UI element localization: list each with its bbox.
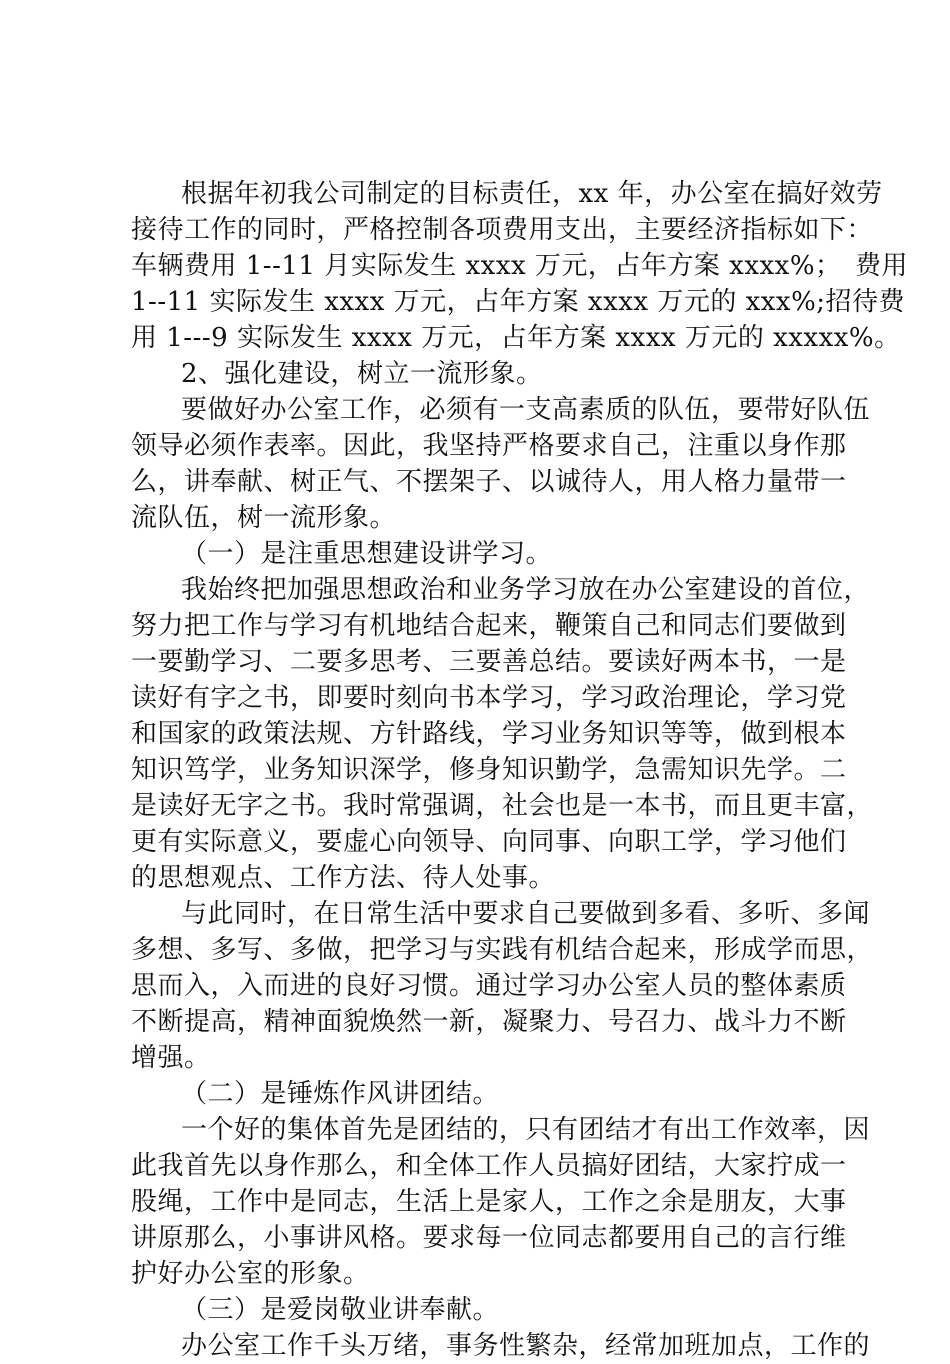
text-line: 一个好的集体首先是团结的，只有团结才有出工作效率，因: [181, 1115, 871, 1145]
text-line: 不断提高，精神面貌焕然一新，凝聚力、号召力、战斗力不断: [131, 1007, 847, 1037]
text-line: 领导必须作表率。因此，我坚持严格要求自己，注重以身作那: [131, 431, 847, 461]
text-line: 更有实际意义，要虚心向领导、向同事、向职工学，学习他们: [131, 827, 847, 857]
text-line: 努力把工作与学习有机地结合起来，鞭策自己和同志们要做到: [131, 611, 847, 641]
text-line: 读好有字之书，即要时刻向书本学习，学习政治理论，学习党: [131, 683, 847, 713]
text-line: 增强。: [131, 1043, 211, 1073]
text-line: 我始终把加强思想政治和业务学习放在办公室建设的首位，: [181, 575, 871, 605]
text-line: 的思想观点、工作方法、待人处事。: [131, 863, 556, 893]
text-line: 多想、多写、多做，把学习与实践有机结合起来，形成学而思，: [131, 935, 874, 965]
text-line: 护好办公室的形象。: [131, 1259, 370, 1289]
subsection-heading: （三）是爱岗敬业讲奉献。: [181, 1295, 500, 1325]
text-line: 和国家的政策法规、方针路线，学习业务知识等等，做到根本: [131, 719, 847, 749]
text-line: 思而入，入而进的良好习惯。通过学习办公室人员的整体素质: [131, 971, 847, 1001]
text-line: 知识笃学，业务知识深学，修身知识勤学，急需知识先学。二: [131, 755, 847, 785]
text-line: 接待工作的同时，严格控制各项费用支出，主要经济指标如下：: [131, 215, 874, 245]
text-line: 股绳，工作中是同志，生活上是家人，工作之余是朋友，大事: [131, 1187, 847, 1217]
section-heading: 2、强化建设，树立一流形象。: [181, 359, 543, 389]
text-line: 要做好办公室工作，必须有一支高素质的队伍，要带好队伍: [181, 395, 871, 425]
text-line: 用 1---9 实际发生 xxxx 万元，占年方案 xxxx 万元的 xxxxx%。: [131, 323, 901, 353]
text-line: 么，讲奉献、树正气、不摆架子、以诚待人，用人格力量带一: [131, 467, 847, 497]
text-line: 与此同时，在日常生活中要求自己要做到多看、多听、多闻: [181, 899, 871, 929]
text-line: 1--11 实际发生 xxxx 万元，占年方案 xxxx 万元的 xxx%;招待费: [131, 287, 906, 317]
text-line: 一要勤学习、二要多思考、三要善总结。要读好两本书，一是: [131, 647, 847, 677]
subsection-heading: （二）是锤炼作风讲团结。: [181, 1079, 500, 1109]
text-line: 讲原那么，小事讲风格。要求每一位同志都要用自己的言行维: [131, 1223, 847, 1253]
subsection-heading: （一）是注重思想建设讲学习。: [181, 539, 553, 569]
text-line: 是读好无字之书。我时常强调，社会也是一本书，而且更丰富，: [131, 791, 874, 821]
text-line: 此我首先以身作那么，和全体工作人员搞好团结，大家拧成一: [131, 1151, 847, 1181]
text-line: 流队伍，树一流形象。: [131, 503, 397, 533]
text-line: 办公室工作千头万绪，事务性繁杂，经常加班加点，工作的: [181, 1331, 871, 1361]
text-line: 车辆费用 1--11 月实际发生 xxxx 万元，占年方案 xxxx%； 费用: [131, 251, 909, 281]
text-line: 根据年初我公司制定的目标责任，xx 年，办公室在搞好效劳: [181, 179, 883, 209]
